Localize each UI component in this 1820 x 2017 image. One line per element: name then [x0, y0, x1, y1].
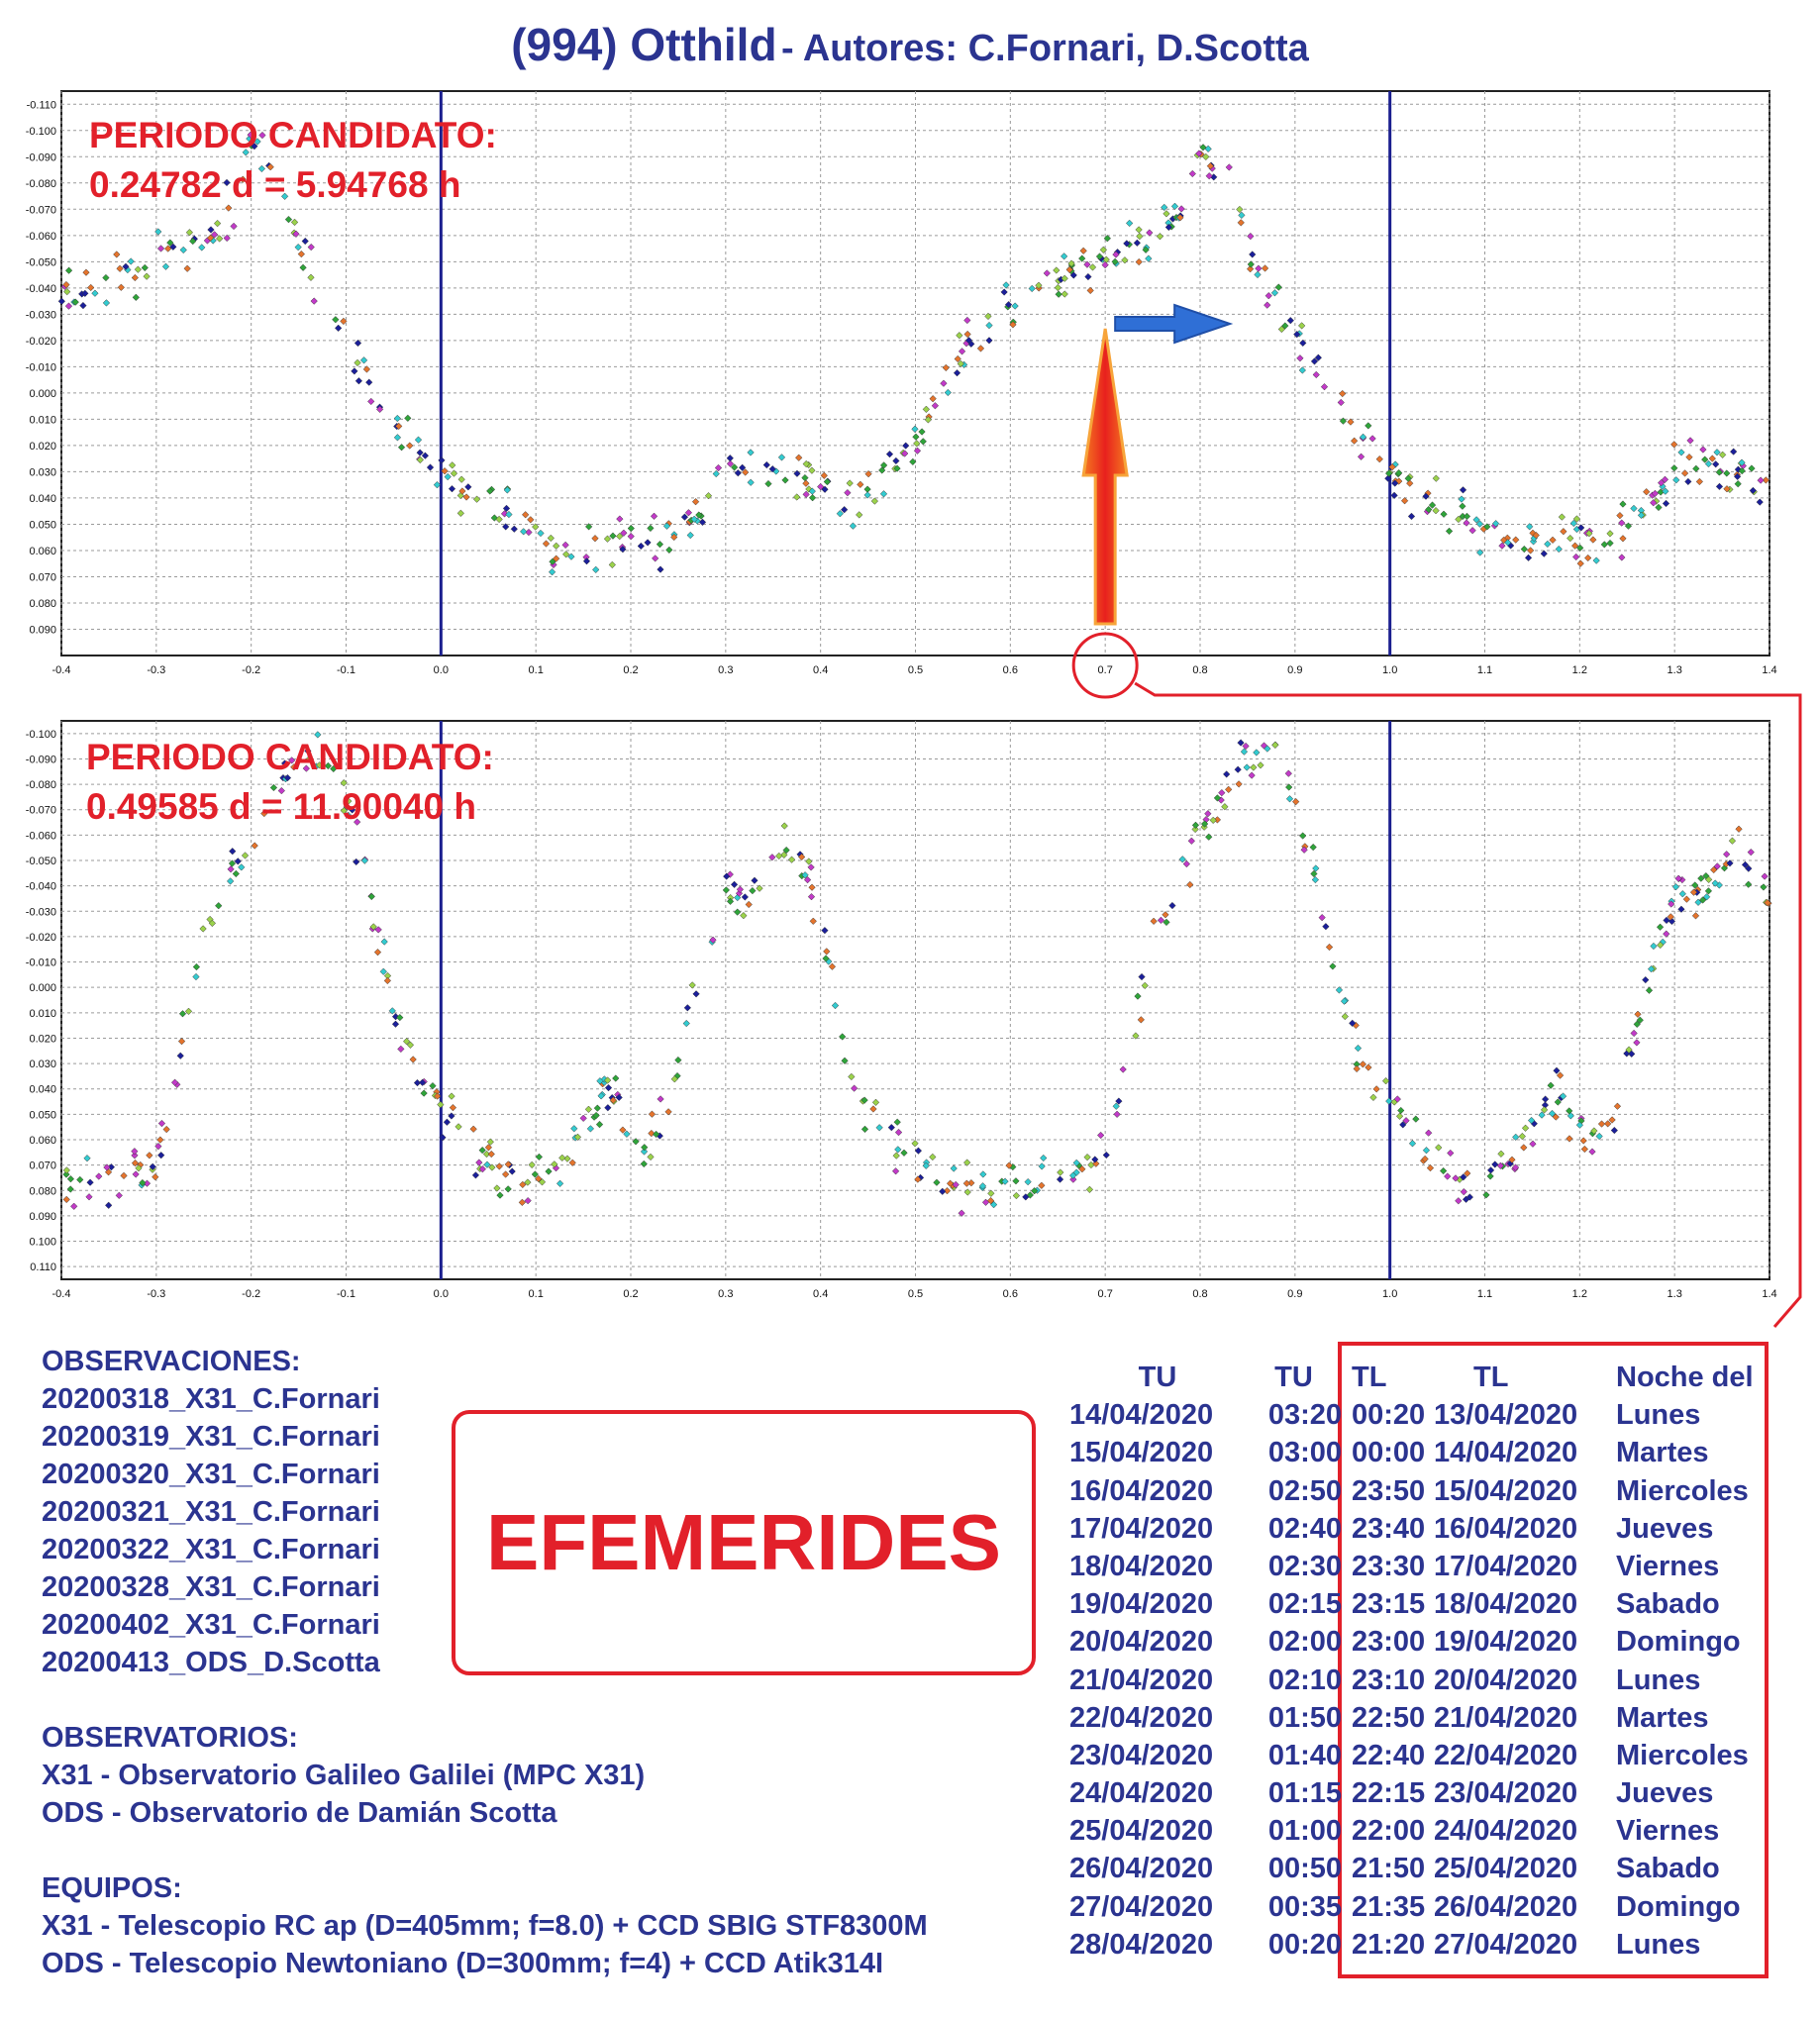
ephemeris-cell-tl-time: 23:15 — [1352, 1588, 1426, 1621]
ephemeris-cell-tu-time: 02:50 — [1267, 1474, 1342, 1507]
ephemeris-cell-tu-time: 00:50 — [1267, 1853, 1342, 1885]
y-tick-label: 0.070 — [29, 1160, 56, 1172]
x-tick-label: 0.8 — [1192, 1288, 1208, 1300]
x-tick-label: 0.0 — [433, 1288, 449, 1300]
period-label-1 — [89, 111, 497, 210]
ephemeris-cell-night-weekday: Lunes — [1616, 1399, 1701, 1432]
asteroid-title: (994) Otthild — [511, 19, 777, 70]
efemerides-box — [452, 1410, 1036, 1675]
y-tick-label: -0.080 — [25, 177, 56, 190]
observations-title: OBSERVACIONES: — [42, 1346, 301, 1377]
x-tick-label: 0.1 — [528, 664, 544, 676]
ephemeris-cell-tl-date: 14/04/2020 — [1434, 1437, 1578, 1469]
x-tick-label: 0.4 — [813, 664, 829, 676]
x-tick-label: 0.3 — [718, 664, 734, 676]
ephemeris-cell-tl-date: 15/04/2020 — [1434, 1474, 1578, 1507]
ephemeris-cell-tu-date: 21/04/2020 — [1069, 1664, 1214, 1696]
ephemeris-cell-tu-time: 02:30 — [1267, 1550, 1342, 1582]
ephemeris-row — [1069, 1774, 1784, 1812]
x-tick-label: 1.3 — [1667, 1288, 1682, 1300]
ephemeris-row — [1069, 1434, 1784, 1471]
ephemeris-cell-tu-date: 25/04/2020 — [1069, 1815, 1214, 1848]
ephemeris-row — [1069, 1396, 1784, 1434]
period-2-title: PERIODO CANDIDATO: — [86, 737, 494, 777]
y-tick-label: 0.030 — [29, 1059, 56, 1071]
y-tick-label: -0.040 — [25, 880, 56, 893]
ephemeris-cell-tl-time: 22:50 — [1352, 1701, 1426, 1734]
y-tick-label: -0.060 — [25, 230, 56, 243]
y-tick-label: 0.000 — [29, 982, 56, 995]
y-tick-label: -0.070 — [25, 804, 56, 817]
x-tick-label: -0.4 — [51, 1288, 71, 1300]
ephemeris-cell-tl-date: 13/04/2020 — [1434, 1399, 1578, 1432]
ephemeris-cell-night-weekday: Lunes — [1616, 1928, 1701, 1961]
x-tick-label: 0.9 — [1287, 664, 1303, 676]
observation-item: 20200413_ODS_D.Scotta — [42, 1647, 380, 1678]
ephemeris-cell-tu-time: 00:35 — [1267, 1890, 1342, 1923]
header-tl-time: TL — [1352, 1361, 1387, 1393]
ephemeris-cell-tu-time: 00:20 — [1267, 1928, 1342, 1961]
ephemeris-row — [1069, 1585, 1784, 1623]
ephemeris-cell-night-weekday: Martes — [1616, 1701, 1709, 1734]
equipment-block — [42, 1869, 928, 1982]
efemerides-label: EFEMERIDES — [485, 1498, 1002, 1586]
x-tick-label: 0.7 — [1097, 1288, 1113, 1300]
x-tick-label: 0.3 — [718, 1288, 734, 1300]
ephemeris-cell-tl-time: 23:00 — [1352, 1626, 1426, 1659]
y-tick-label: 0.050 — [29, 519, 56, 532]
period-2-value: 0.49585 d = 11.90040 h — [86, 786, 476, 827]
x-tick-label: -0.2 — [242, 664, 261, 676]
y-tick-label: 0.040 — [29, 492, 56, 505]
ephemeris-row — [1069, 1737, 1784, 1774]
ephemeris-cell-tu-date: 20/04/2020 — [1069, 1626, 1214, 1659]
y-tick-label: -0.050 — [25, 256, 56, 269]
ephemeris-cell-tl-date: 21/04/2020 — [1434, 1701, 1578, 1734]
ephemeris-cell-tu-date: 19/04/2020 — [1069, 1588, 1214, 1621]
ephemeris-row — [1069, 1699, 1784, 1737]
ephemeris-cell-tl-time: 23:10 — [1352, 1664, 1426, 1696]
ephemeris-cell-tl-time: 22:00 — [1352, 1815, 1426, 1848]
ephemeris-table — [1069, 1359, 1784, 1964]
ephemeris-cell-tl-date: 16/04/2020 — [1434, 1512, 1578, 1545]
ephemeris-cell-tl-time: 22:40 — [1352, 1739, 1426, 1771]
x-tick-label: -0.3 — [147, 664, 166, 676]
y-tick-label: 0.020 — [29, 1033, 56, 1046]
y-tick-label: -0.030 — [25, 309, 56, 322]
observatory-item: ODS - Observatorio de Damián Scotta — [42, 1797, 557, 1829]
y-tick-label: 0.090 — [29, 624, 56, 637]
ephemeris-cell-night-weekday: Martes — [1616, 1437, 1709, 1469]
ephemeris-cell-tl-time: 21:50 — [1352, 1853, 1426, 1885]
y-tick-label: -0.010 — [25, 957, 56, 969]
y-tick-label: -0.060 — [25, 830, 56, 843]
x-tick-label: 1.1 — [1476, 664, 1493, 676]
y-tick-label: 0.050 — [29, 1109, 56, 1122]
ephemeris-cell-night-weekday: Jueves — [1616, 1512, 1714, 1545]
ephemeris-cell-tu-date: 22/04/2020 — [1069, 1701, 1214, 1734]
authors-subtitle: - Autores: C.Fornari, D.Scotta — [781, 28, 1309, 69]
ephemeris-cell-tu-time: 01:50 — [1267, 1701, 1342, 1734]
ephemeris-row — [1069, 1662, 1784, 1699]
ephemeris-cell-tu-date: 27/04/2020 — [1069, 1890, 1214, 1923]
x-tick-label: -0.1 — [337, 664, 355, 676]
ephemeris-cell-tl-date: 26/04/2020 — [1434, 1890, 1578, 1923]
ephemeris-cell-night-weekday: Lunes — [1616, 1664, 1701, 1696]
ephemeris-cell-tl-date: 25/04/2020 — [1434, 1853, 1578, 1885]
y-tick-label: -0.070 — [25, 204, 56, 217]
ephemeris-cell-tl-date: 17/04/2020 — [1434, 1550, 1578, 1582]
x-tick-label: 0.1 — [528, 1288, 544, 1300]
y-tick-label: 0.020 — [29, 440, 56, 453]
ephemeris-cell-tu-date: 15/04/2020 — [1069, 1437, 1214, 1469]
y-tick-label: 0.070 — [29, 571, 56, 584]
y-tick-label: -0.080 — [25, 779, 56, 792]
y-tick-label: -0.090 — [25, 754, 56, 766]
header-tl-date: TL — [1473, 1361, 1509, 1393]
ephemeris-cell-tl-date: 27/04/2020 — [1434, 1928, 1578, 1961]
x-tick-label: 1.0 — [1382, 664, 1398, 676]
ephemeris-cell-tu-date: 24/04/2020 — [1069, 1777, 1214, 1810]
ephemeris-cell-tl-time: 23:40 — [1352, 1512, 1426, 1545]
observation-item: 20200318_X31_C.Fornari — [42, 1383, 380, 1415]
x-tick-label: 0.2 — [623, 664, 639, 676]
ephemeris-header-row — [1069, 1359, 1784, 1396]
ephemeris-row — [1069, 1812, 1784, 1850]
equipment-item: ODS - Telescopio Newtoniano (D=300mm; f=4) + CCD Atik314I — [42, 1948, 884, 1979]
y-tick-label: 0.010 — [29, 1007, 56, 1020]
y-tick-label: -0.110 — [26, 99, 56, 112]
ephemeris-cell-tu-time: 02:00 — [1267, 1626, 1342, 1659]
x-tick-label: 1.0 — [1382, 1288, 1398, 1300]
x-tick-label: 0.7 — [1097, 664, 1113, 676]
ephemeris-cell-tl-date: 18/04/2020 — [1434, 1588, 1578, 1621]
ephemeris-cell-tu-time: 01:15 — [1267, 1777, 1342, 1810]
ephemeris-cell-tu-time: 03:20 — [1267, 1399, 1342, 1432]
x-tick-label: 0.0 — [433, 664, 449, 676]
ephemeris-cell-night-weekday: Miercoles — [1616, 1739, 1749, 1771]
ephemeris-cell-tu-time: 01:40 — [1267, 1739, 1342, 1771]
y-tick-label: -0.040 — [25, 282, 56, 295]
observation-item: 20200320_X31_C.Fornari — [42, 1459, 380, 1490]
x-tick-label: 0.6 — [1002, 664, 1018, 676]
ephemeris-cell-tu-time: 02:10 — [1267, 1664, 1342, 1696]
observation-item: 20200321_X31_C.Fornari — [42, 1496, 380, 1528]
y-tick-label: -0.020 — [25, 335, 56, 348]
y-tick-label: 0.100 — [29, 1236, 56, 1249]
x-tick-label: -0.1 — [337, 1288, 355, 1300]
x-tick-label: 0.6 — [1002, 1288, 1018, 1300]
header-night: Noche del — [1616, 1361, 1754, 1393]
ephemeris-cell-tl-time: 00:20 — [1352, 1399, 1426, 1432]
ephemeris-row — [1069, 1850, 1784, 1887]
y-tick-label: 0.060 — [29, 1135, 56, 1147]
observatory-item: X31 - Observatorio Galileo Galilei (MPC X31) — [42, 1760, 646, 1791]
x-tick-label: 1.3 — [1667, 664, 1682, 676]
ephemeris-cell-night-weekday: Viernes — [1616, 1550, 1720, 1582]
ephemeris-row — [1069, 1888, 1784, 1926]
period-label-2 — [86, 733, 494, 832]
ephemeris-cell-tu-date: 14/04/2020 — [1069, 1399, 1214, 1432]
ephemeris-cell-tu-date: 28/04/2020 — [1069, 1928, 1214, 1961]
ephemeris-cell-tl-date: 22/04/2020 — [1434, 1739, 1578, 1771]
x-tick-label: 0.5 — [907, 664, 924, 676]
observation-item: 20200322_X31_C.Fornari — [42, 1534, 380, 1565]
observation-item: 20200328_X31_C.Fornari — [42, 1571, 380, 1603]
ephemeris-cell-tu-date: 23/04/2020 — [1069, 1739, 1214, 1771]
ephemeris-cell-night-weekday: Sabado — [1616, 1588, 1720, 1621]
y-tick-label: -0.020 — [25, 931, 56, 944]
y-tick-label: 0.110 — [30, 1261, 56, 1274]
ephemeris-cell-night-weekday: Domingo — [1616, 1890, 1741, 1923]
x-tick-label: -0.4 — [51, 664, 71, 676]
ephemeris-cell-tl-time: 23:50 — [1352, 1474, 1426, 1507]
ephemeris-cell-tl-time: 23:30 — [1352, 1550, 1426, 1582]
ephemeris-cell-tl-time: 22:15 — [1352, 1777, 1426, 1810]
ephemeris-cell-night-weekday: Miercoles — [1616, 1474, 1749, 1507]
y-tick-label: -0.090 — [25, 151, 56, 164]
x-tick-label: 1.2 — [1571, 1288, 1587, 1300]
y-tick-label: 0.030 — [29, 466, 56, 479]
x-tick-label: 1.2 — [1571, 664, 1587, 676]
x-tick-label: 0.5 — [907, 1288, 924, 1300]
x-tick-label: 0.9 — [1287, 1288, 1303, 1300]
ephemeris-cell-night-weekday: Sabado — [1616, 1853, 1720, 1885]
ephemeris-cell-tu-date: 16/04/2020 — [1069, 1474, 1214, 1507]
period-1-title: PERIODO CANDIDATO: — [89, 115, 497, 155]
ephemeris-row — [1069, 1472, 1784, 1510]
y-tick-label: 0.010 — [29, 414, 56, 427]
ephemeris-cell-night-weekday: Viernes — [1616, 1815, 1720, 1848]
ephemeris-cell-tu-time: 03:00 — [1267, 1437, 1342, 1469]
ephemeris-row — [1069, 1926, 1784, 1964]
x-tick-label: 1.4 — [1762, 664, 1777, 676]
header-tu-time: TU — [1274, 1361, 1313, 1393]
ephemeris-cell-tl-date: 20/04/2020 — [1434, 1664, 1578, 1696]
ephemeris-cell-tl-time: 21:35 — [1352, 1890, 1426, 1923]
period-1-value: 0.24782 d = 5.94768 h — [89, 164, 461, 205]
x-tick-label: -0.2 — [242, 1288, 261, 1300]
y-tick-label: 0.080 — [29, 597, 56, 610]
header-tu-date: TU — [1138, 1361, 1177, 1393]
ephemeris-row — [1069, 1548, 1784, 1585]
y-tick-label: -0.100 — [25, 125, 56, 138]
ephemeris-cell-tl-time: 21:20 — [1352, 1928, 1426, 1961]
y-tick-label: -0.100 — [25, 728, 56, 741]
ephemeris-row — [1069, 1623, 1784, 1661]
ephemeris-cell-tu-time: 02:40 — [1267, 1512, 1342, 1545]
y-tick-label: -0.030 — [25, 906, 56, 919]
y-tick-label: 0.040 — [29, 1083, 56, 1096]
observation-item: 20200319_X31_C.Fornari — [42, 1421, 380, 1453]
x-tick-label: -0.3 — [147, 1288, 166, 1300]
ephemeris-cell-tu-date: 26/04/2020 — [1069, 1853, 1214, 1885]
y-tick-label: 0.000 — [29, 387, 56, 400]
y-tick-label: 0.060 — [29, 545, 56, 557]
x-tick-label: 1.1 — [1476, 1288, 1493, 1300]
ephemeris-cell-tl-date: 24/04/2020 — [1434, 1815, 1578, 1848]
ephemeris-cell-tu-time: 01:00 — [1267, 1815, 1342, 1848]
y-tick-label: -0.050 — [25, 856, 56, 867]
x-tick-label: 0.4 — [813, 1288, 829, 1300]
observatories-title: OBSERVATORIOS: — [42, 1722, 298, 1754]
ephemeris-cell-tl-date: 23/04/2020 — [1434, 1777, 1578, 1810]
equipment-item: X31 - Telescopio RC ap (D=405mm; f=8.0) + CCD SBIG STF8300M — [42, 1910, 928, 1942]
y-tick-label: -0.010 — [25, 361, 56, 374]
ephemeris-row — [1069, 1510, 1784, 1548]
observatories-block — [42, 1719, 928, 1832]
y-tick-label: 0.090 — [29, 1210, 56, 1223]
observation-item: 20200402_X31_C.Fornari — [42, 1609, 380, 1641]
ephemeris-cell-tl-time: 00:00 — [1352, 1437, 1426, 1469]
equipment-title: EQUIPOS: — [42, 1872, 182, 1904]
y-tick-label: 0.080 — [29, 1185, 56, 1198]
ephemeris-cell-tl-date: 19/04/2020 — [1434, 1626, 1578, 1659]
x-tick-label: 1.4 — [1762, 1288, 1777, 1300]
x-tick-label: 0.2 — [623, 1288, 639, 1300]
ephemeris-cell-tu-date: 18/04/2020 — [1069, 1550, 1214, 1582]
x-tick-label: 0.8 — [1192, 664, 1208, 676]
ephemeris-rows — [1069, 1396, 1784, 1964]
ephemeris-cell-night-weekday: Jueves — [1616, 1777, 1714, 1810]
ephemeris-cell-tu-date: 17/04/2020 — [1069, 1512, 1214, 1545]
ephemeris-cell-night-weekday: Domingo — [1616, 1626, 1741, 1659]
ephemeris-cell-tu-time: 02:15 — [1267, 1588, 1342, 1621]
